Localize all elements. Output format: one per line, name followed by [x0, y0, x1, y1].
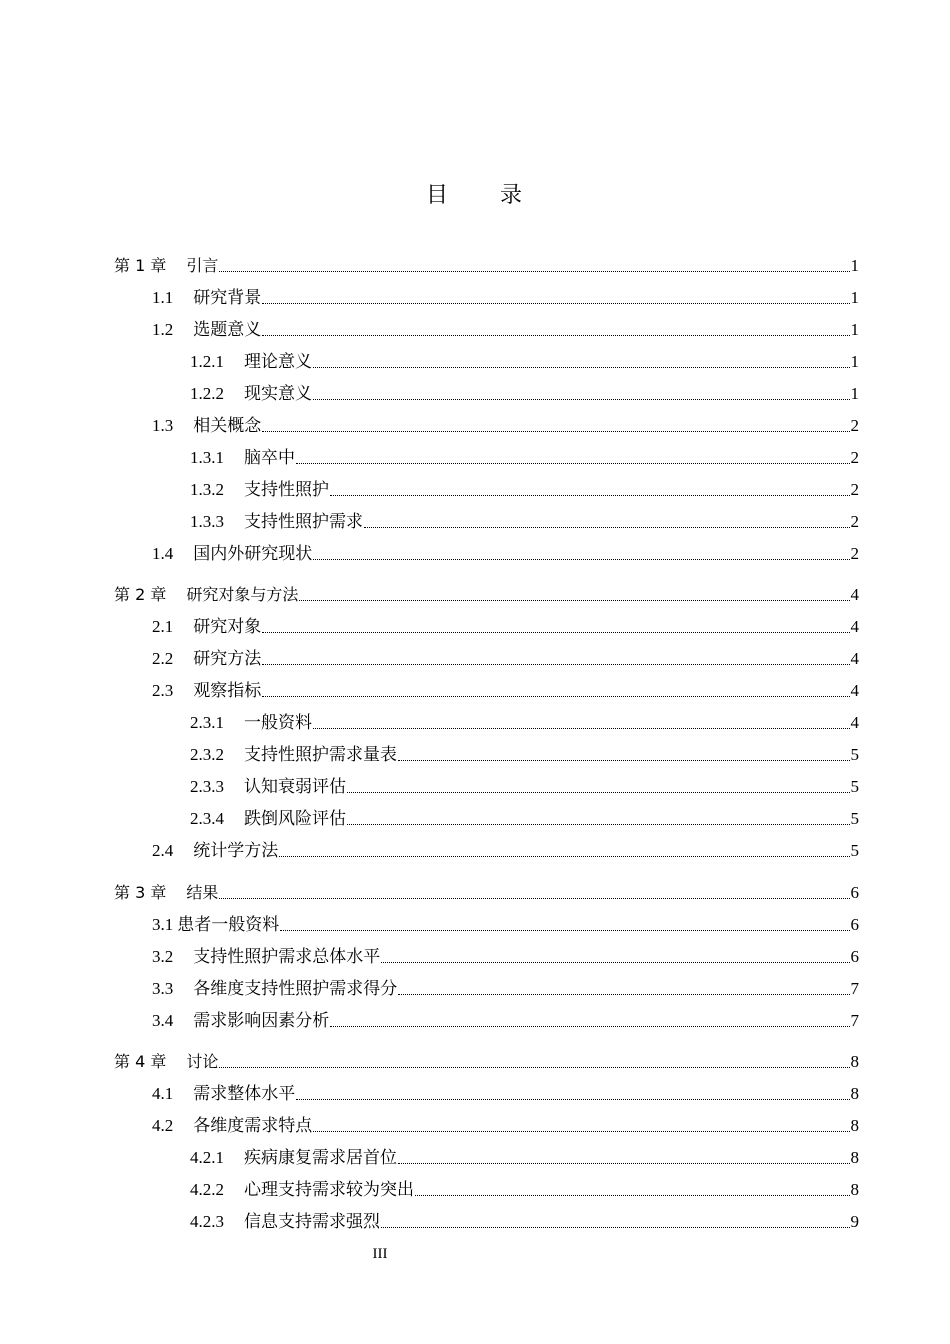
toc-entry-number: 3.2	[152, 947, 174, 966]
toc-entry-4-2[interactable]	[152, 1104, 859, 1136]
toc-entry-label: 疾病康复需求居首位	[244, 1148, 397, 1167]
toc-entry-2-4[interactable]	[152, 829, 859, 861]
toc-entry-label: 相关概念	[193, 416, 262, 435]
toc-entry-1-2-1[interactable]	[190, 340, 859, 372]
toc-leader-dots	[262, 692, 849, 697]
toc-leader-dots	[262, 660, 849, 665]
toc-leader-dots	[347, 820, 850, 825]
toc-entry-label: 支持性照护	[244, 480, 329, 499]
toc-entry-label: 需求影响因素分析	[193, 1011, 330, 1030]
toc-entry-label: 理论意义	[244, 352, 312, 371]
toc-entry-label: 各维度需求特点	[193, 1116, 313, 1135]
toc-entry-number: 2.3	[152, 681, 174, 700]
toc-leader-dots	[299, 596, 849, 601]
toc-entry-1-3-1[interactable]	[190, 436, 859, 468]
toc-leader-dots	[381, 958, 849, 963]
toc-entry-2-3-1[interactable]	[190, 701, 859, 733]
toc-entry-page: 8	[850, 1084, 859, 1103]
toc-entry-page: 6	[850, 947, 859, 966]
toc-entry-1-2-2[interactable]	[190, 372, 859, 404]
toc-entry-page: 2	[850, 480, 859, 499]
toc-leader-dots	[296, 1095, 849, 1100]
toc-entry-page: 1	[850, 352, 859, 371]
toc-leader-dots	[296, 459, 850, 464]
toc-entry-4-2-2[interactable]	[190, 1168, 859, 1200]
toc-entry-label: 支持性照护需求	[244, 512, 363, 531]
toc-entry-label: 需求整体水平	[193, 1084, 296, 1103]
toc-entry-2-3[interactable]	[152, 669, 859, 701]
toc-entry-label: 研究对象与方法	[186, 585, 299, 604]
toc-leader-dots	[381, 1223, 850, 1228]
toc-entry-label: 研究方法	[193, 649, 262, 668]
toc-entry-number: 2.3.1	[190, 713, 224, 732]
toc-entry-number: 第 4 章	[114, 1052, 167, 1071]
toc-entry-4-1[interactable]	[152, 1072, 859, 1104]
toc-entry-page: 2	[850, 544, 859, 563]
toc-entry-chapter-4[interactable]	[114, 1040, 859, 1072]
toc-entry-number: 1.3.2	[190, 480, 224, 499]
toc-entry-label: 结果	[186, 883, 219, 902]
toc-leader-dots	[330, 1022, 849, 1027]
toc-entry-number: 1.2.1	[190, 352, 224, 371]
toc-entry-label: 国内外研究现状	[193, 544, 313, 563]
toc-entry-number: 2.1	[152, 617, 174, 636]
toc-entry-page: 8	[850, 1052, 859, 1071]
toc-entry-page: 1	[850, 256, 859, 275]
toc-entry-page: 5	[850, 841, 859, 860]
toc-entry-label: 脑卒中	[244, 448, 295, 467]
toc-leader-dots	[347, 788, 850, 793]
toc-entry-number: 1.3	[152, 416, 174, 435]
toc-leader-dots	[313, 555, 849, 560]
toc-entry-page: 4	[850, 649, 859, 668]
toc-entry-page: 7	[850, 979, 859, 998]
toc-entry-label: 认知衰弱评估	[244, 777, 346, 796]
toc-entry-1-3-2[interactable]	[190, 468, 859, 500]
toc-entry-label: 现实意义	[244, 384, 312, 403]
toc-entry-label: 统计学方法	[193, 841, 279, 860]
toc-entry-page: 1	[850, 320, 859, 339]
toc-entry-number: 2.3.2	[190, 745, 224, 764]
toc-leader-dots	[262, 628, 849, 633]
toc-entry-page: 9	[850, 1212, 859, 1231]
toc-entry-number: 第 3 章	[114, 883, 167, 902]
toc-entry-chapter-1[interactable]	[114, 244, 859, 276]
toc-entry-label: 患者一般资料	[177, 915, 280, 934]
toc-entry-number: 4.2.3	[190, 1212, 224, 1231]
toc-entry-1-4[interactable]	[152, 532, 859, 564]
toc-entry-number: 1.4	[152, 544, 174, 563]
toc-entry-page: 5	[850, 745, 859, 764]
toc-leader-dots	[280, 926, 849, 931]
toc-entry-number: 1.1	[152, 288, 174, 307]
toc-entry-3-3[interactable]	[152, 967, 859, 999]
toc-entry-page: 4	[850, 681, 859, 700]
toc-entry-3-1[interactable]	[152, 903, 859, 935]
toc-entry-page: 5	[850, 777, 859, 796]
toc-leader-dots	[219, 1063, 849, 1068]
toc-leader-dots	[313, 395, 850, 400]
toc-title	[0, 178, 950, 209]
toc-entry-page: 2	[850, 416, 859, 435]
toc-entry-label: 支持性照护需求量表	[244, 745, 397, 764]
toc-entry-2-3-3[interactable]	[190, 765, 859, 797]
toc-entry-chapter-2[interactable]	[114, 573, 859, 605]
toc-entry-number: 2.3.4	[190, 809, 224, 828]
toc-entry-page: 4	[850, 617, 859, 636]
toc-entry-page: 2	[850, 512, 859, 531]
toc-entry-number: 1.3.1	[190, 448, 224, 467]
toc-entry-page: 4	[850, 585, 859, 604]
toc-entry-label: 信息支持需求强烈	[244, 1212, 380, 1231]
toc-leader-dots	[219, 267, 849, 272]
toc-leader-dots	[313, 363, 850, 368]
toc-entry-number: 1.3.3	[190, 512, 224, 531]
toc-entry-2-1[interactable]	[152, 605, 859, 637]
toc-entry-number: 2.4	[152, 841, 174, 860]
toc-entry-label: 讨论	[186, 1052, 219, 1071]
page-number-footer: III	[372, 1246, 388, 1262]
toc-entry-1-1[interactable]	[152, 276, 859, 308]
toc-entry-2-3-4[interactable]	[190, 797, 859, 829]
toc-entry-number: 4.2.2	[190, 1180, 224, 1199]
toc-entry-page: 2	[850, 448, 859, 467]
toc-entry-page: 6	[850, 883, 859, 902]
toc-entry-label: 引言	[186, 256, 219, 275]
toc-entry-label: 观察指标	[193, 681, 262, 700]
toc-entry-label: 选题意义	[193, 320, 262, 339]
toc-leader-dots	[398, 990, 849, 995]
toc-entry-number: 第 1 章	[114, 256, 167, 275]
toc-leader-dots	[330, 491, 850, 496]
toc-entry-number: 4.2	[152, 1116, 174, 1135]
toc-leader-dots	[415, 1191, 850, 1196]
toc-entry-number: 2.3.3	[190, 777, 224, 796]
toc-leader-dots	[398, 756, 850, 761]
toc-entry-1-3[interactable]	[152, 404, 859, 436]
toc-leader-dots	[313, 1127, 849, 1132]
toc-entry-number: 3.4	[152, 1011, 174, 1030]
toc-entry-4-2-1[interactable]	[190, 1136, 859, 1168]
toc-entry-number: 3.1	[152, 915, 174, 934]
toc-entry-label: 研究对象	[193, 617, 262, 636]
toc-leader-dots	[262, 299, 849, 304]
toc-leader-dots	[262, 427, 849, 432]
toc-entry-label: 跌倒风险评估	[244, 809, 346, 828]
toc-leader-dots	[398, 1159, 850, 1164]
toc-entry-number: 2.2	[152, 649, 174, 668]
toc-entry-number: 3.3	[152, 979, 174, 998]
toc-entry-page: 1	[850, 384, 859, 403]
toc-entry-2-2[interactable]	[152, 637, 859, 669]
toc-entry-page: 1	[850, 288, 859, 307]
toc-entry-chapter-3[interactable]	[114, 871, 859, 903]
toc-entry-page: 7	[850, 1011, 859, 1030]
toc-entry-page: 8	[850, 1148, 859, 1167]
toc-leader-dots	[313, 724, 850, 729]
toc-entry-number: 第 2 章	[114, 585, 167, 604]
toc-entry-1-3-3[interactable]	[190, 500, 859, 532]
toc-entry-2-3-2[interactable]	[190, 733, 859, 765]
toc-entry-page: 8	[850, 1116, 859, 1135]
toc-entry-4-2-3[interactable]	[190, 1200, 859, 1232]
toc-entry-page: 4	[850, 713, 859, 732]
toc-entry-number: 1.2.2	[190, 384, 224, 403]
toc-entry-label: 研究背景	[193, 288, 262, 307]
toc-leader-dots	[219, 894, 849, 899]
toc-entry-number: 4.2.1	[190, 1148, 224, 1167]
toc-leader-dots	[279, 852, 849, 857]
toc-entry-label: 一般资料	[244, 713, 312, 732]
toc-title-char-1: 目	[425, 183, 450, 208]
toc-entry-label: 支持性照护需求总体水平	[193, 947, 381, 966]
toc-entry-number: 1.2	[152, 320, 174, 339]
toc-title-char-2: 录	[500, 183, 525, 208]
toc-leader-dots	[364, 523, 850, 528]
toc-entry-page: 6	[850, 915, 859, 934]
toc-entry-label: 各维度支持性照护需求得分	[193, 979, 398, 998]
toc-entry-3-2[interactable]	[152, 935, 859, 967]
toc-entry-page: 8	[850, 1180, 859, 1199]
toc-entry-1-2[interactable]	[152, 308, 859, 340]
toc-entry-label: 心理支持需求较为突出	[244, 1180, 414, 1199]
toc-leader-dots	[262, 331, 849, 336]
toc-entry-page: 5	[850, 809, 859, 828]
toc-entry-number: 4.1	[152, 1084, 174, 1103]
toc-entry-3-4[interactable]	[152, 999, 859, 1031]
